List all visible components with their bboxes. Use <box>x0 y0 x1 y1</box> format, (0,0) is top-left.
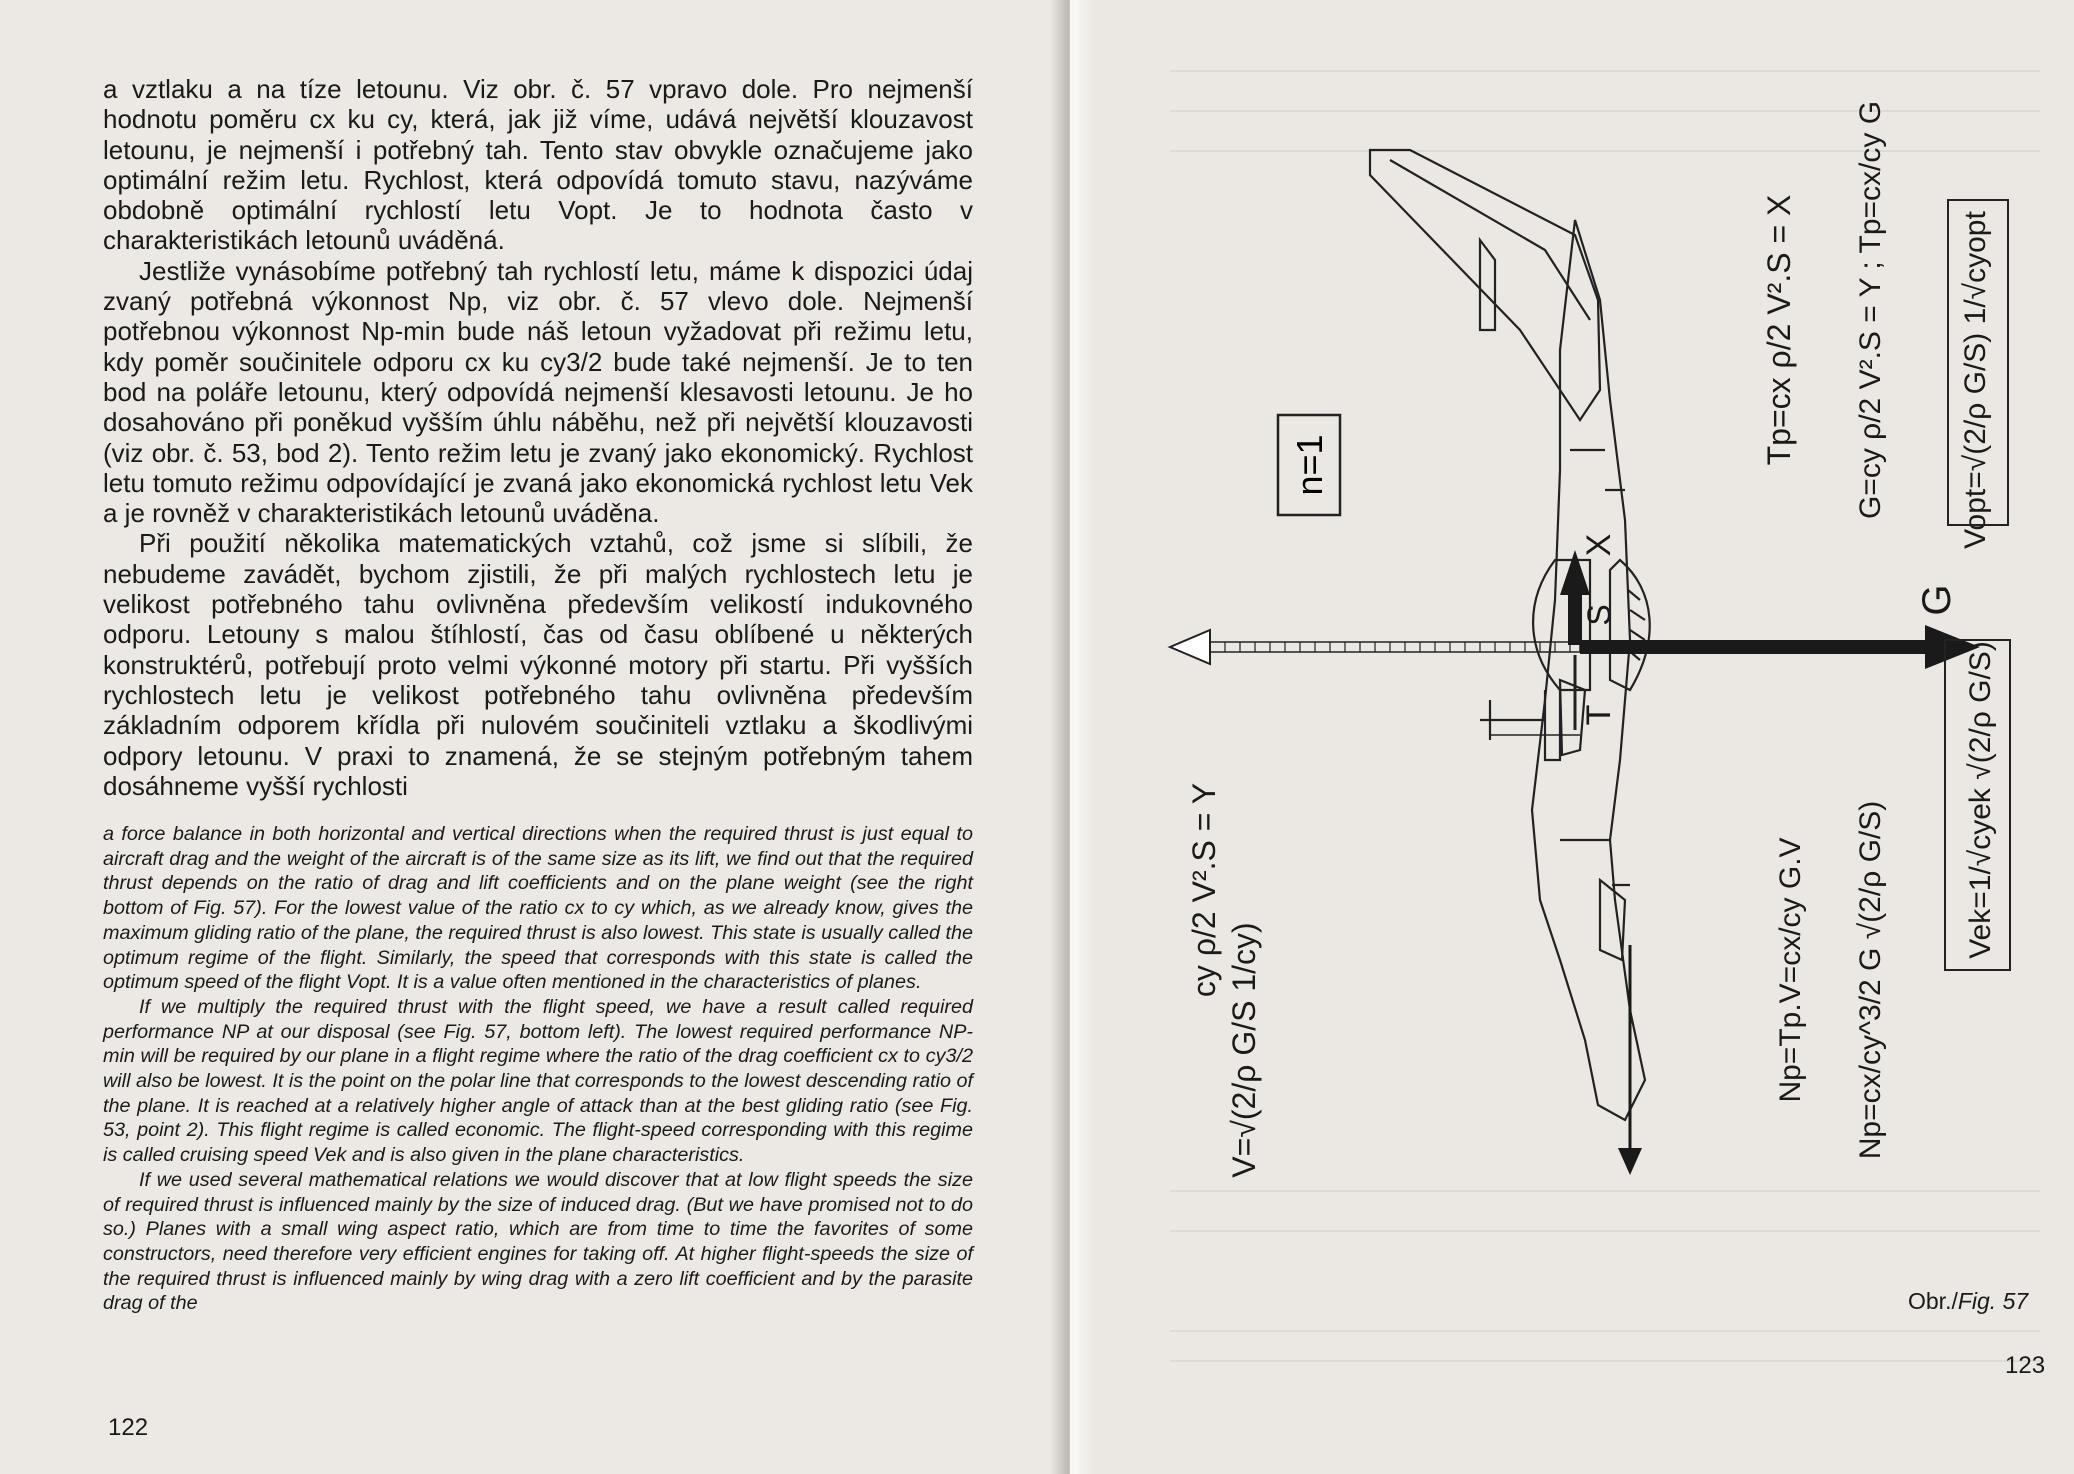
formula-velocity: V=√(2/ρ G/S 1/cy) <box>1226 922 1262 1178</box>
czech-paragraph-3: Při použití několika matematických vztahů, což jsme si slíbili, že nebudeme zavádět, bychom zjistili, že při malých rychlostech letu je velikost potřebného tahu ovlivněna především velikostí indukovného odporu. Letouny s malou štíhlostí, čas od času oblíbené u některých konstruktérů, potřebují proto velmi výkonné motory při startu. Při vyšších rychlostech letu je velikost potřebného tahu ovlivněna především základním odporem křídla při nulovém součiniteli vztlaku a škodlivými odpory letounu. V praxi to znamená, že se stejným potřebným tahem dosáhneme vyšší rychlosti <box>103 528 973 801</box>
english-paragraph-3: If we used several mathematical relations we would discover that at low flight speeds the size of required thrust is influenced mainly by the size of induced drag. (But we have promised not to do so.) Planes with a small wing aspect ratio, which are from time to time the favorites of some constructors, need therefore very efficient engines for taking off. At higher flight-speeds the size of the required thrust is influenced mainly by wing drag with a zero lift coefficient and by the parasite drag of the <box>103 1168 973 1315</box>
lift-arrow-head <box>1170 630 1210 664</box>
czech-paragraph-2: Jestliže vynásobíme potřebný tah rychlostí letu, máme k dispozici údaj zvaný potřebná výkonnost Np, viz obr. č. 57 vlevo dole. Nejmenší potřebnou výkonnost Np-min bude náš letoun vyžadovat při režimu letu, kdy poměr součinitele odporu cx ku cy3/2 bude také nejmenší. Je to ten bod na poláře letounu, který odpovídá nejmenší klesavosti letounu. Je ho dosahováno při poněkud vyšším úhlu náběhu, než při největší klouzavosti (viz obr. č. 53, bod 2). Tento režim letu je zvaný jako ekonomický. Rychlost letu tomuto režimu odpovídající je zvaná jako ekonomická rychlost letu Vek a je rovněž v charakteristikách letounů uváděna. <box>103 255 973 529</box>
load-factor-box <box>1278 415 1340 515</box>
label-x: X <box>1580 533 1618 557</box>
caption-prefix: Obr./ <box>1908 1288 1958 1314</box>
aircraft-drawing <box>1370 150 1650 1120</box>
label-t: T <box>1580 704 1618 726</box>
formula-lift: cy ρ/2 V².S = Y <box>1186 782 1222 998</box>
english-paragraph-2: If we multiply the required thrust with the flight speed, we have a result called required performance NP at our disposal (see Fig. 57, bottom left). The lowest required performance NP-min will be required by our plane in a flight regime where the ratio of the drag coefficient cx to cy3/2 will also be lowest. It is the point on the polar line that corresponds to the lowest descending ratio of the plane. It is reached at a relatively higher angle of attack than at the best gliding ratio (see Fig. 53, point 2). This flight regime is called economic. The flight-speed corresponding with this regime is called cruising speed Vek and is also given in the plane characteristics. <box>103 995 973 1167</box>
lift-arrow-hatch <box>1210 642 1570 652</box>
page-number-right: 123 <box>2005 1352 2046 1379</box>
fuselage-outline <box>1532 220 1645 1120</box>
label-g: G <box>1915 584 1959 616</box>
formula-weight: G=cy ρ/2 V².S = Y ; Tp=cx/cy G <box>1854 100 1887 520</box>
page-number-left: 122 <box>108 1414 149 1441</box>
label-s: S <box>1581 604 1617 626</box>
czech-paragraph-1: a vztlaku a na tíze letounu. Viz obr. č. 57 vpravo dole. Pro nejmenší hodnotu poměru cx ku cy, která, jak již víme, udává největší klouzavost letounu, je nejmenší i potřebný tah. Tento stav obvykle označujeme jako optimální režim letu. Rychlost, která odpovídá tomuto stavu, nazýváme obdobně optimální rychlostí letu Vopt. Je to hodnota často v charakteristikách letounů uváděná. <box>103 74 973 256</box>
english-paragraph-1: a force balance in both horizontal and vertical directions when the required thrust is just equal to aircraft drag and the weight of the aircraft is of the same size as its lift, we find out that the required thrust depends on the ratio of drag and lift coefficients and on the plane weight (see the right bottom of Fig. 57). For the lowest value of the ratio cx to cy which, as we already know, gives the maximum gliding ratio of the plane, the required thrust is also lowest. This state is usually called the optimum regime of the flight. Similarly, the speed that corresponds with this state is called the optimum speed of the flight Vopt. It is a value often mentioned in the characteristics of planes. <box>103 823 973 994</box>
formula-np-2: Np=cx/cy^3/2 G √(2/ρ G/S) <box>1854 800 1887 1160</box>
formula-vopt: Vopt=√(2/ρ G/S) 1/√cyopt <box>1959 211 1992 549</box>
formula-group <box>1186 101 1997 1178</box>
thrust-arrow-shaft <box>1568 590 1582 645</box>
wing-trailing-edge <box>1390 160 1590 320</box>
caption-fig: Fig. 57 <box>1957 1288 2029 1314</box>
velocity-arrow-head <box>1618 1148 1642 1175</box>
wing-fence <box>1480 240 1495 330</box>
wing-outline <box>1370 150 1600 420</box>
load-factor-label: n=1 <box>1289 434 1330 496</box>
weight-arrow-shaft <box>1580 640 1930 654</box>
force-labels <box>1580 534 1959 726</box>
formula-np-1: Np=Tp.V=cx/cy G.V <box>1774 837 1807 1103</box>
formula-drag: Tp=cx ρ/2 V².S = X <box>1761 194 1797 466</box>
landing-gear <box>1545 690 1560 760</box>
formula-vek: Vek=1/√cyek √(2/ρ G/S) <box>1964 641 1997 959</box>
